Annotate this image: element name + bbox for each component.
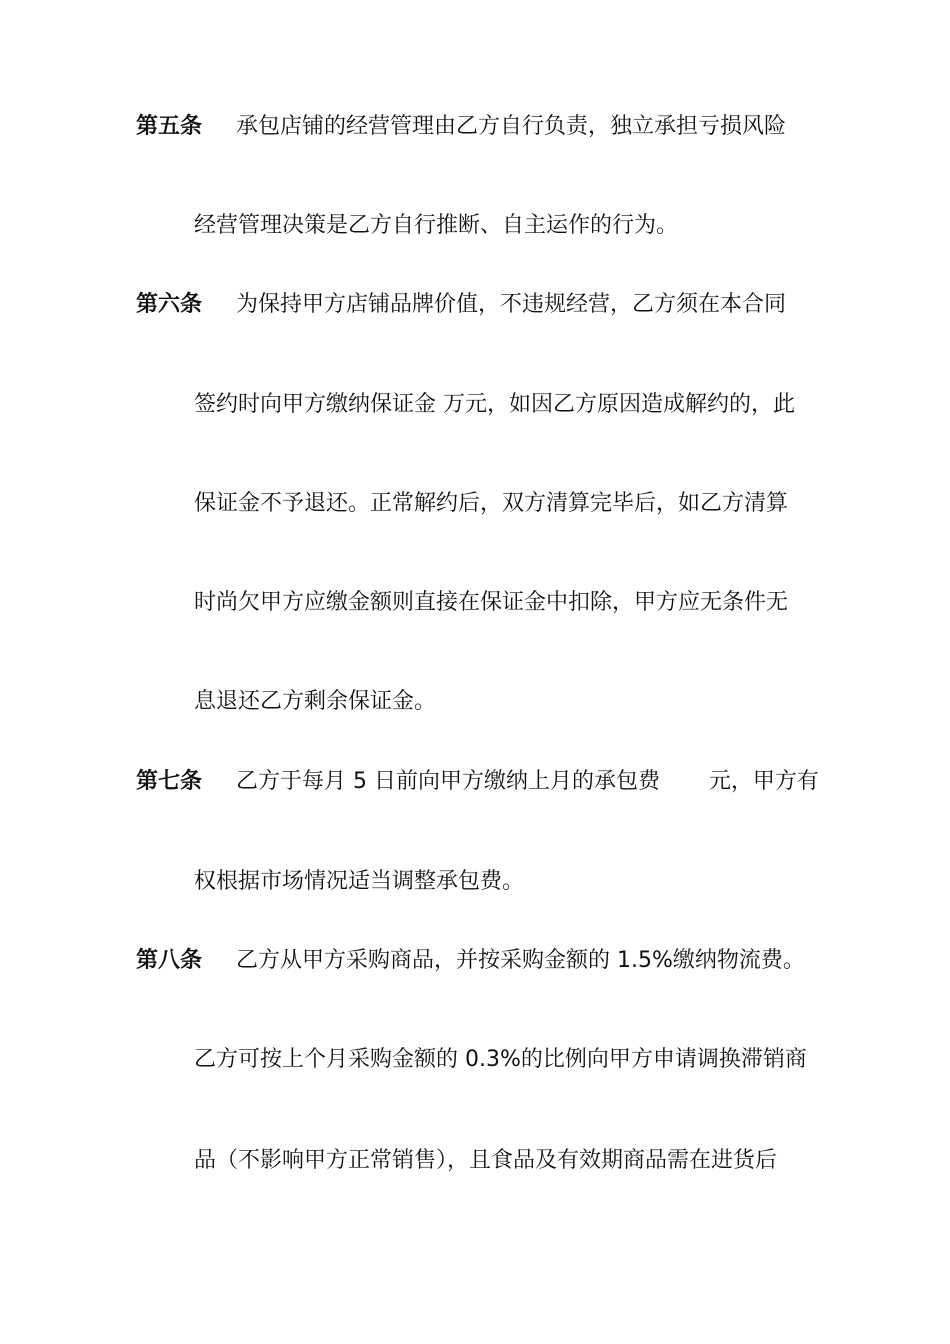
article-text-line: 承包店铺的经营管理由乙方自行负责，独立承担亏损风险 — [236, 114, 787, 139]
article-label: 第七条 — [136, 769, 203, 794]
article-text-line: 为保持甲方店铺品牌价值，不违规经营，乙方须在本合同 — [236, 292, 787, 317]
article-label: 第五条 — [136, 114, 203, 139]
article-text-line: 品（不影响甲方正常销售），且食品及有效期商品需在进货后 — [194, 1148, 778, 1173]
article-label: 第八条 — [136, 948, 203, 973]
article-text-line: 乙方于每月 5 日前向甲方缴纳上月的承包费 元，甲方有 — [236, 769, 819, 794]
article-text-line: 签约时向甲方缴纳保证金 万元，如因乙方原因造成解约的，此 — [194, 392, 795, 417]
article-text-line: 保证金不予退还。正常解约后，双方清算完毕后，如乙方清算 — [194, 491, 789, 516]
article-text-line: 息退还乙方剩余保证金。 — [194, 689, 437, 714]
article-text-line: 权根据市场情况适当调整承包费。 — [194, 869, 525, 894]
article-text-line: 经营管理决策是乙方自行推断、自主运作的行为。 — [194, 213, 679, 238]
article-text-line: 乙方从甲方采购商品，并按采购金额的 1.5%缴纳物流费。 — [236, 948, 805, 973]
article-text-line: 乙方可按上个月采购金额的 0.3%的比例向甲方申请调换滞销商 — [194, 1047, 807, 1072]
article-text-line: 时尚欠甲方应缴金额则直接在保证金中扣除，甲方应无条件无 — [194, 590, 789, 615]
article-label: 第六条 — [136, 292, 203, 317]
